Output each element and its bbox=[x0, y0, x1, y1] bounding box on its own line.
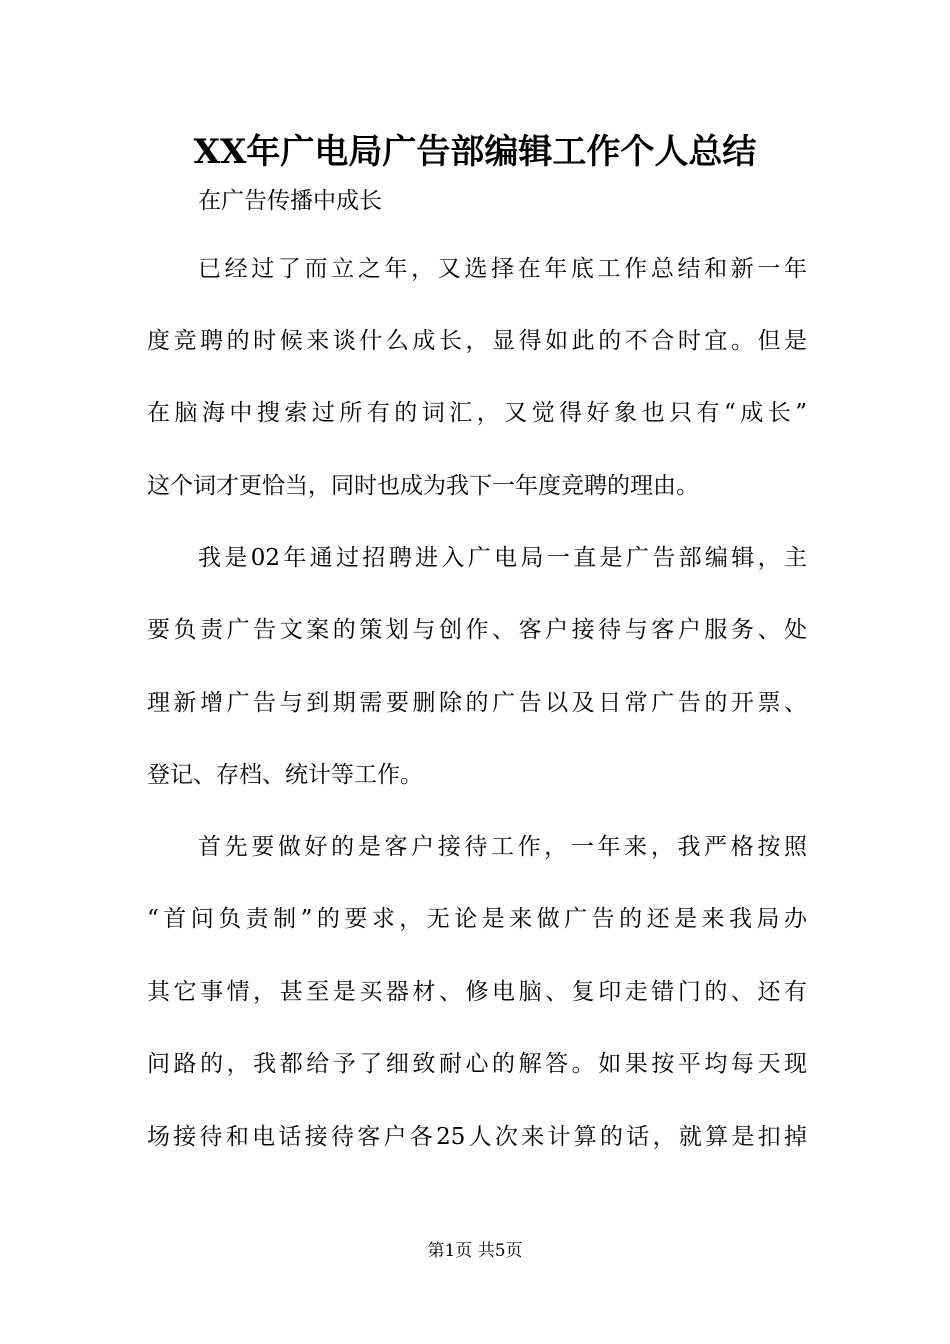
paragraph-line: 登记、存档、统计等工作。 bbox=[147, 762, 423, 788]
paragraph-line: 问路的，我都给予了细致耐心的解答。如果按平均每天现 bbox=[147, 1051, 807, 1077]
paragraph-line: 要负责广告文案的策划与创作、客户接待与客户服务、处 bbox=[147, 617, 807, 643]
document-title: XX年广电局广告部编辑工作个人总结 bbox=[193, 132, 757, 172]
paragraph-line: 这个词才更恰当，同时也成为我下一年度竞聘的理由。 bbox=[147, 473, 699, 499]
paragraph-line: 理新增广告与到期需要删除的广告以及日常广告的开票、 bbox=[147, 690, 807, 716]
paragraph-line: 场接待和电话接待客户各25人次来计算的话，就算是扣掉 bbox=[147, 1124, 807, 1150]
paragraph-line: 在脑海中搜索过所有的词汇，又觉得好象也只有“成长” bbox=[147, 400, 807, 426]
document-subtitle: 在广告传播中成长 bbox=[198, 188, 382, 214]
paragraph-line: 其它事情，甚至是买器材、修电脑、复印走错门的、还有 bbox=[147, 979, 807, 1005]
paragraph-line: 度竞聘的时候来谈什么成长，显得如此的不合时宜。但是 bbox=[147, 328, 807, 354]
paragraph-line: 已经过了而立之年，又选择在年底工作总结和新一年 bbox=[198, 256, 807, 282]
paragraph-line: 我是02年通过招聘进入广电局一直是广告部编辑，主 bbox=[198, 545, 807, 571]
paragraph-line: 首先要做好的是客户接待工作，一年来，我严格按照 bbox=[198, 834, 807, 860]
paragraph-line: “首问负责制”的要求，无论是来做广告的还是来我局办 bbox=[147, 906, 807, 932]
page-footer: 第1页 共5页 bbox=[427, 1241, 523, 1261]
